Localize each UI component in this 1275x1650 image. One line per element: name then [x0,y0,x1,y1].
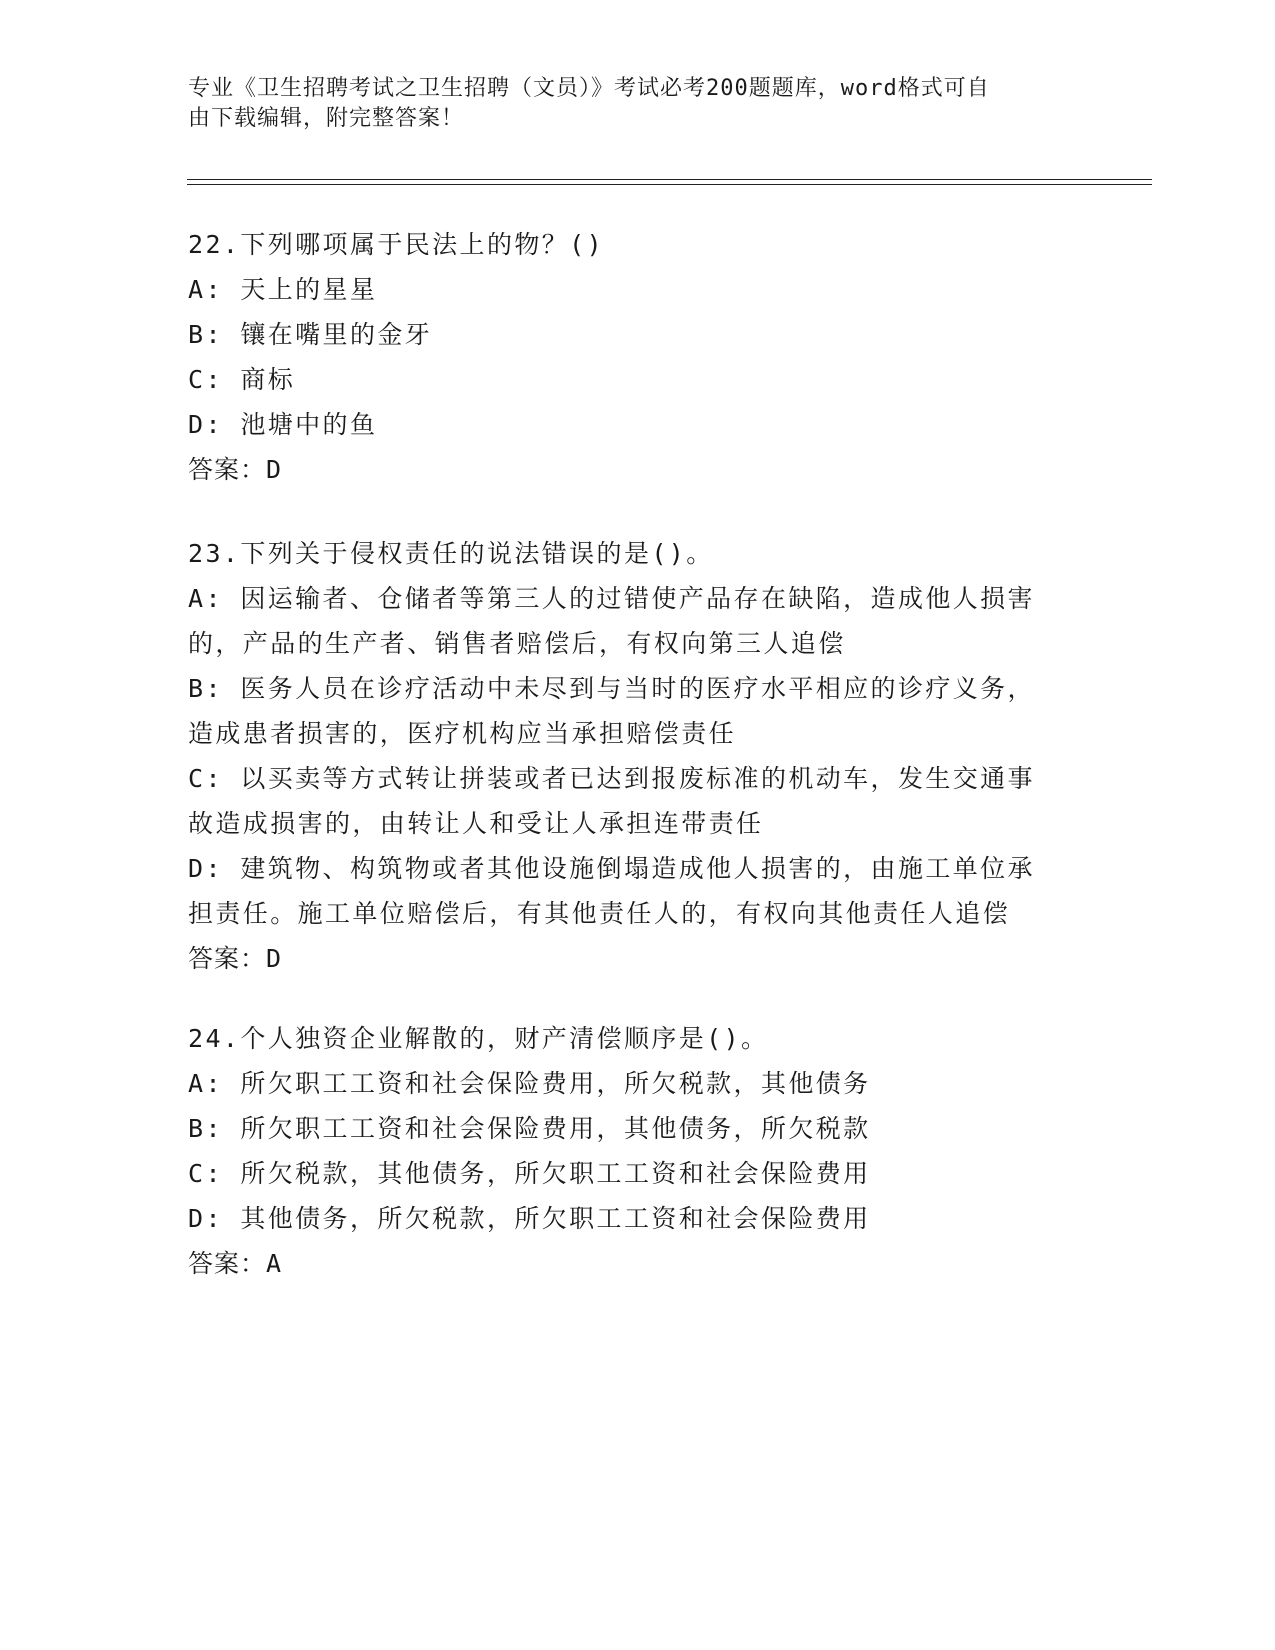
option-b: B: 所欠职工工资和社会保险费用，其他债务，所欠税款 [188,1114,871,1143]
option-a-line-2: 的，产品的生产者、销售者赔偿后，有权向第三人追偿 [188,629,846,658]
option-a: A: 天上的星星 [188,275,378,304]
header-line-1: 专业《卫生招聘考试之卫生招聘（文员）》考试必考200题题库，word格式可自 [188,76,990,101]
question-stem: 24.个人独资企业解散的，财产清偿顺序是()。 [188,1024,769,1053]
answer-value: A [266,1249,283,1278]
option-a: A: 所欠职工工资和社会保险费用，所欠税款，其他债务 [188,1069,871,1098]
header-line-2: 由下载编辑，附完整答案！ [188,106,465,131]
option-b-line-1: B: 医务人员在诊疗活动中未尽到与当时的医疗水平相应的诊疗义务， [188,674,1035,703]
answer-line [188,1241,1088,1286]
option-c: C: 商标 [188,365,296,394]
answer-label: 答案： [188,944,267,973]
question-22 [188,222,1088,492]
option-c-line-2: 故造成损害的，由转让人和受让人承担连带责任 [188,809,764,838]
header-divider-top [187,179,1152,180]
option-d-line-2: 担责任。施工单位赔偿后，有其他责任人的，有权向其他责任人追偿 [188,899,1011,928]
question-24 [188,1016,1088,1286]
option-b: B: 镶在嘴里的金牙 [188,320,433,349]
answer-value: D [266,455,283,484]
answer-value: D [266,944,283,973]
document-header [188,74,1068,134]
option-d: D: 池塘中的鱼 [188,410,378,439]
option-a-line-1: A: 因运输者、仓储者等第三人的过错使产品存在缺陷，造成他人损害 [188,584,1035,613]
option-c-line-1: C: 以买卖等方式转让拼装或者已达到报废标准的机动车，发生交通事 [188,764,1035,793]
answer-label: 答案： [188,455,267,484]
question-stem: 23.下列关于侵权责任的说法错误的是()。 [188,539,714,568]
option-b-line-2: 造成患者损害的，医疗机构应当承担赔偿责任 [188,719,737,748]
answer-line [188,936,1088,981]
option-d: D: 其他债务，所欠税款，所欠职工工资和社会保险费用 [188,1204,871,1233]
option-d-line-1: D: 建筑物、构筑物或者其他设施倒塌造成他人损害的，由施工单位承 [188,854,1035,883]
option-c: C: 所欠税款，其他债务，所欠职工工资和社会保险费用 [188,1159,871,1188]
header-divider-bottom [187,184,1152,185]
question-23 [188,531,1088,981]
answer-line [188,447,1088,492]
answer-label: 答案： [188,1249,267,1278]
question-stem: 22.下列哪项属于民法上的物？() [188,230,605,259]
